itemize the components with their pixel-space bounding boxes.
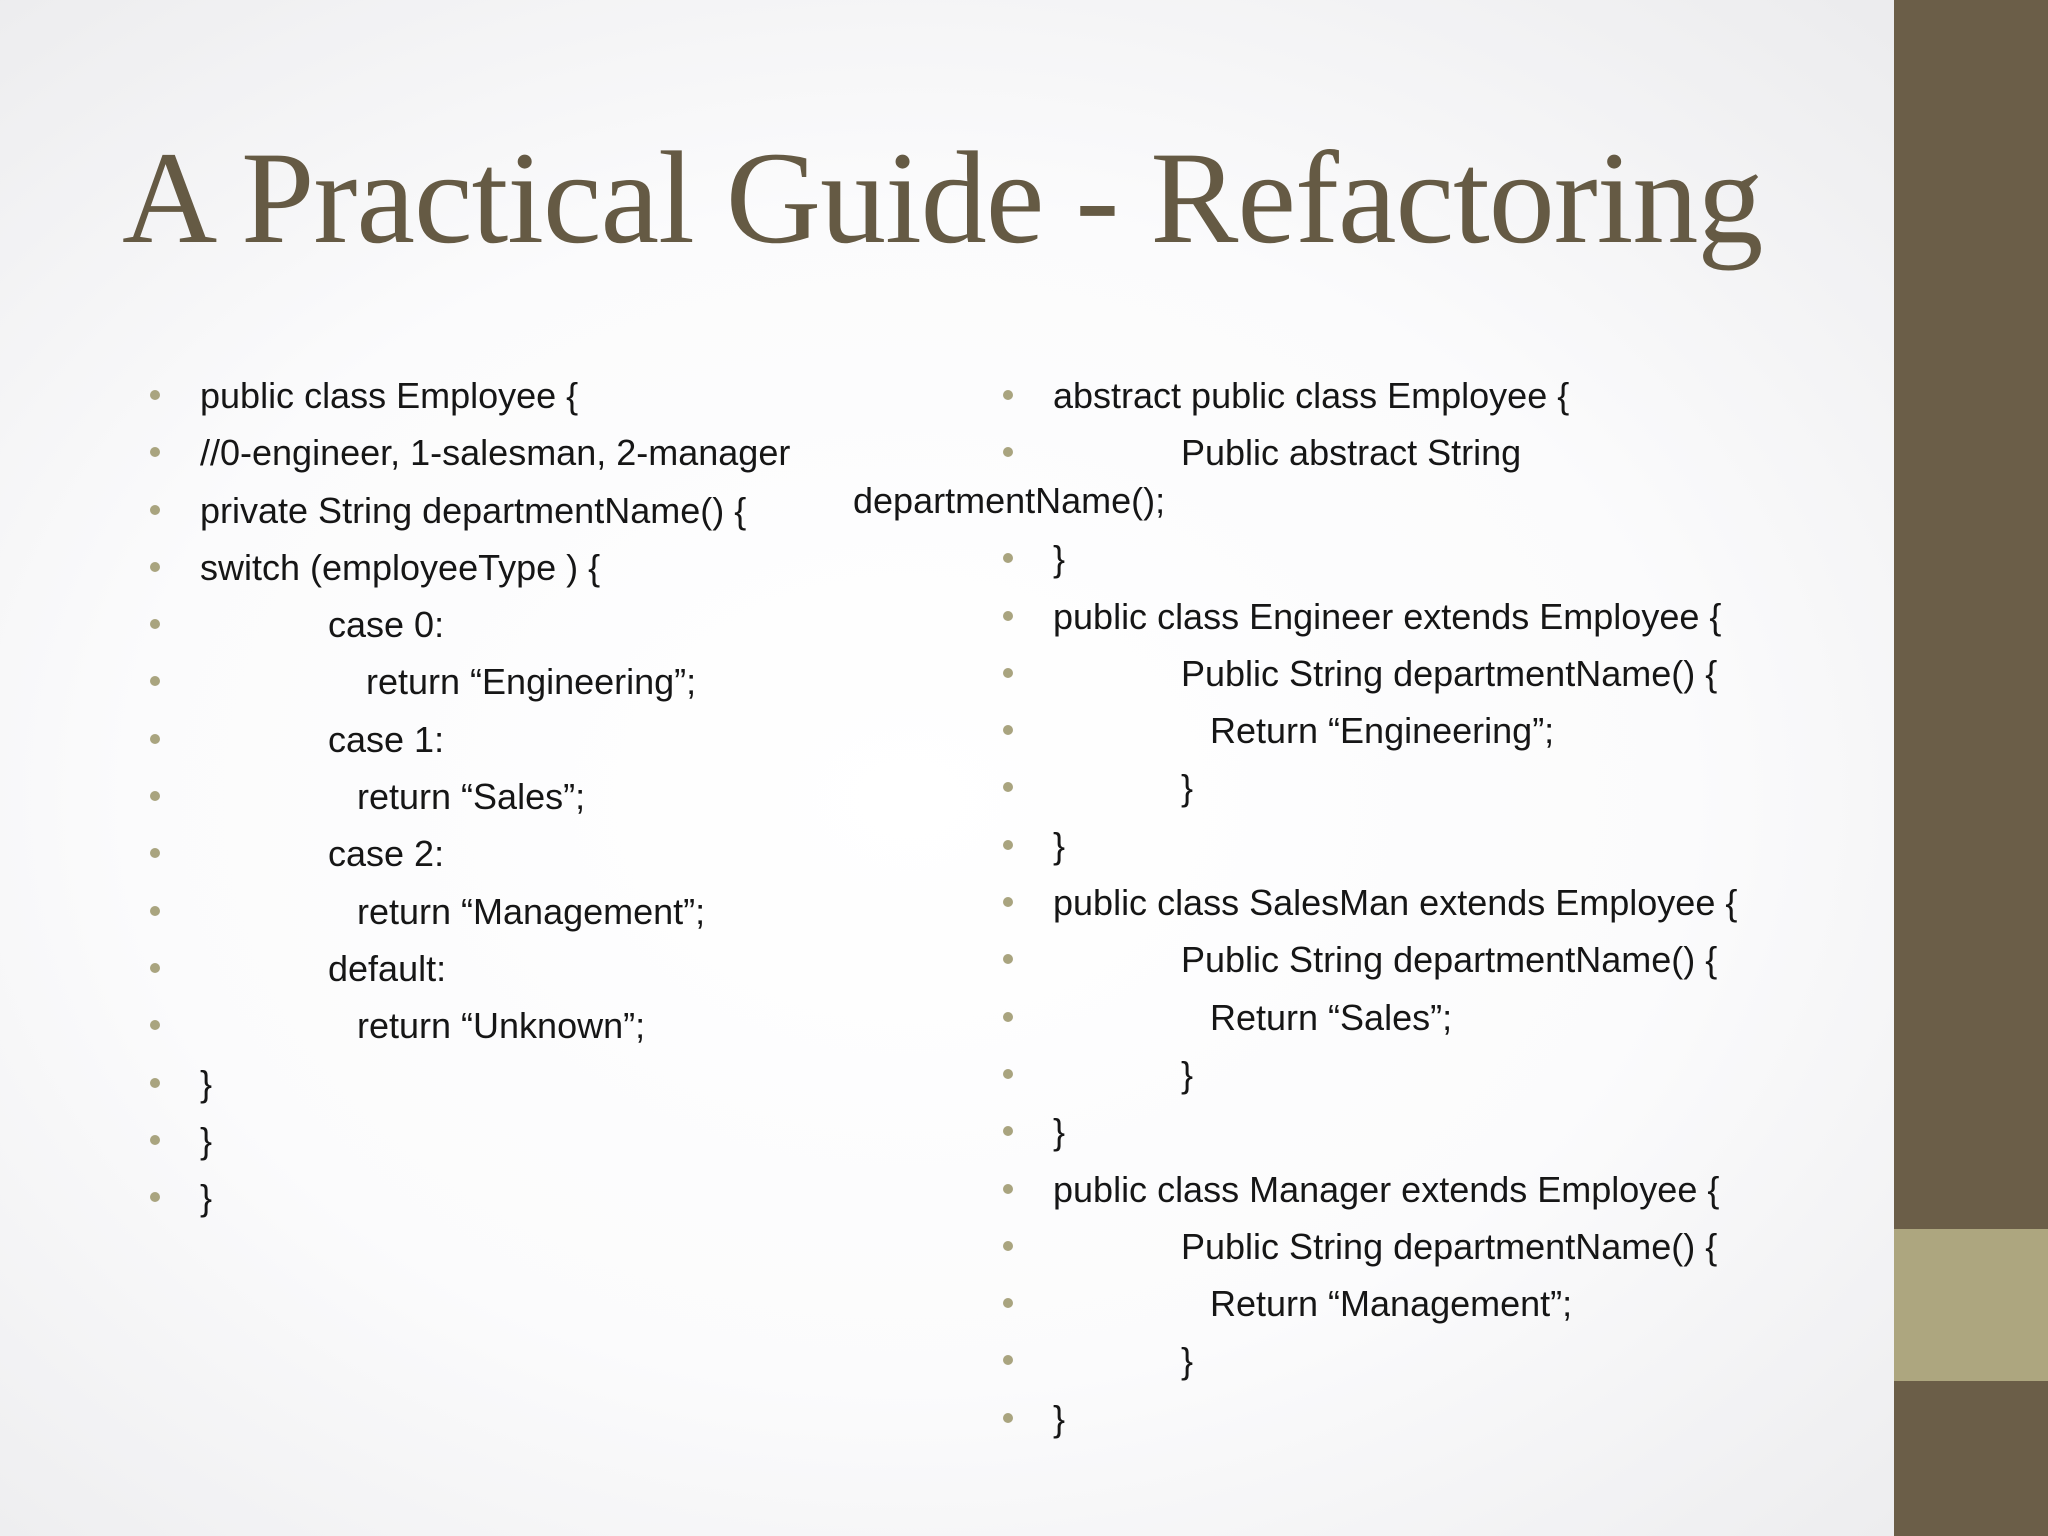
list-item <box>853 702 1883 759</box>
bullet-icon <box>1003 1184 1013 1194</box>
list-item <box>853 1275 1883 1332</box>
bullet-icon <box>1003 1012 1013 1022</box>
list-item <box>0 711 940 768</box>
bullet-icon <box>1003 447 1013 457</box>
bullet-icon <box>150 390 160 400</box>
code-line: Return “Management”; <box>1210 1283 1573 1325</box>
list-item <box>853 1161 1883 1218</box>
list-item <box>853 1046 1883 1103</box>
code-line: return “Engineering”; <box>366 661 697 703</box>
list-item <box>0 1169 940 1226</box>
bullet-icon <box>1003 553 1013 563</box>
code-line <box>1053 429 1883 477</box>
list-item <box>853 817 1883 874</box>
code-line: return “Sales”; <box>357 776 586 818</box>
code-line: private String departmentName() { <box>200 489 747 531</box>
bullet-icon <box>1003 1069 1013 1079</box>
bullet-icon <box>150 1135 160 1145</box>
list-item <box>853 931 1883 988</box>
list-item <box>0 424 940 481</box>
list-item <box>853 989 1883 1046</box>
code-line: return “Management”; <box>357 890 706 932</box>
list-item <box>0 1112 940 1169</box>
code-line: Return “Engineering”; <box>1210 710 1555 752</box>
list-item <box>853 588 1883 645</box>
code-line: } <box>1053 1111 1066 1153</box>
code-line: public class Manager extends Employee { <box>1053 1168 1720 1210</box>
slide-title: A Practical Guide - Refactoring <box>122 124 1763 271</box>
list-item <box>0 768 940 825</box>
list-item <box>853 1218 1883 1275</box>
list-item <box>0 825 940 882</box>
bullet-icon <box>150 562 160 572</box>
bullet-icon <box>1003 782 1013 792</box>
bullet-icon <box>1003 840 1013 850</box>
list-item <box>0 1055 940 1112</box>
code-line: case 2: <box>328 833 445 875</box>
bullet-icon <box>150 791 160 801</box>
code-line: Public String departmentName() { <box>1181 1225 1718 1267</box>
left-code-column <box>0 367 940 1226</box>
code-line: default: <box>328 947 447 989</box>
bullet-icon <box>1003 725 1013 735</box>
code-line: } <box>1181 767 1194 809</box>
list-item <box>0 596 940 653</box>
code-line: } <box>1053 1397 1066 1439</box>
code-line: public class Employee { <box>200 375 579 416</box>
code-line: } <box>1053 538 1066 580</box>
bullet-icon <box>150 1020 160 1030</box>
list-item <box>0 940 940 997</box>
bullet-icon <box>1003 611 1013 621</box>
list-item <box>0 482 940 539</box>
code-line: case 1: <box>328 718 445 760</box>
list-item <box>853 759 1883 816</box>
bullet-icon <box>150 447 160 457</box>
list-item <box>853 1103 1883 1160</box>
code-line: } <box>200 1119 213 1161</box>
list-item <box>0 883 940 940</box>
code-line: abstract public class Employee { <box>1053 375 1570 416</box>
bullet-icon <box>150 963 160 973</box>
list-item <box>853 645 1883 702</box>
list-item <box>853 424 1883 530</box>
list-item <box>0 653 940 710</box>
bullet-icon <box>1003 1298 1013 1308</box>
right-code-column <box>853 367 1883 1447</box>
code-line: Return “Sales”; <box>1210 996 1453 1038</box>
bullet-icon <box>1003 1126 1013 1136</box>
code-line: switch (employeeType ) { <box>200 546 601 588</box>
code-line: } <box>200 1177 213 1219</box>
bullet-icon <box>150 676 160 686</box>
list-item <box>853 1332 1883 1389</box>
code-line: public class SalesMan extends Employee { <box>1053 882 1738 924</box>
bullet-icon <box>150 734 160 744</box>
code-line-continuation: departmentName(); <box>853 480 1166 522</box>
list-item <box>853 1390 1883 1447</box>
list-item <box>0 539 940 596</box>
code-line: } <box>1181 1053 1194 1095</box>
code-line: case 0: <box>328 604 445 646</box>
code-line: public class Engineer extends Employee { <box>1053 595 1722 637</box>
bullet-icon <box>1003 668 1013 678</box>
code-line: Public String departmentName() { <box>1181 652 1718 694</box>
bullet-icon <box>150 1192 160 1202</box>
code-line: return “Unknown”; <box>357 1005 646 1047</box>
code-line: //0-engineer, 1-salesman, 2-manager <box>200 432 791 474</box>
code-line-part: Public abstract String <box>1181 432 1522 474</box>
list-item <box>853 367 1883 424</box>
code-line: } <box>1181 1340 1194 1382</box>
list-item <box>0 997 940 1054</box>
bullet-icon <box>150 1078 160 1088</box>
code-line: Public String departmentName() { <box>1181 939 1718 981</box>
bullet-icon <box>1003 1355 1013 1365</box>
code-line: } <box>1053 824 1066 866</box>
code-line: } <box>200 1062 213 1104</box>
bullet-icon <box>1003 1413 1013 1423</box>
bullet-icon <box>1003 1241 1013 1251</box>
bullet-icon <box>150 906 160 916</box>
bullet-icon <box>150 619 160 629</box>
decorative-sidebar-accent <box>1894 1229 2048 1381</box>
list-item <box>0 367 940 424</box>
bullet-icon <box>150 505 160 515</box>
bullet-icon <box>1003 390 1013 400</box>
list-item <box>853 874 1883 931</box>
bullet-icon <box>1003 897 1013 907</box>
bullet-icon <box>150 848 160 858</box>
list-item <box>853 530 1883 587</box>
bullet-icon <box>1003 954 1013 964</box>
